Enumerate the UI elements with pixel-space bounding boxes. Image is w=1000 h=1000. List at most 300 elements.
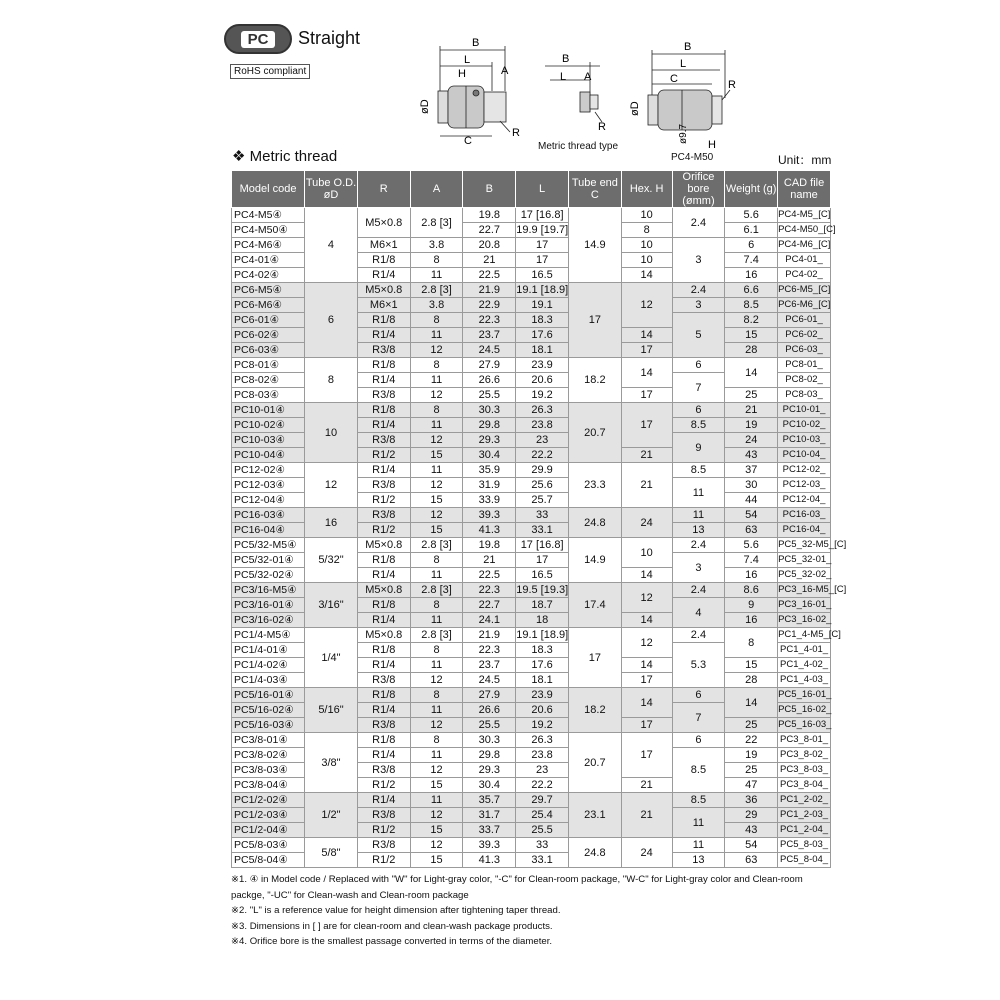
table-cell: PC10-01_ bbox=[778, 403, 831, 418]
table-cell: 8 bbox=[305, 358, 358, 403]
table-cell: PC1/2-04④ bbox=[232, 823, 305, 838]
table-cell: 3/16" bbox=[305, 583, 358, 628]
table-cell: 11 bbox=[410, 268, 463, 283]
table-cell: PC5_16-02_ bbox=[778, 703, 831, 718]
table-cell: 26.3 bbox=[516, 403, 569, 418]
table-cell: 19.5 [19.3] bbox=[516, 584, 569, 596]
table-cell: 3 bbox=[672, 553, 725, 583]
table-cell: 19 bbox=[725, 748, 778, 763]
rohs-badge: RoHS compliant bbox=[230, 64, 310, 79]
table-cell: 15 bbox=[410, 493, 463, 508]
dim-r3-label: R bbox=[728, 79, 736, 91]
table-cell: 12 bbox=[410, 508, 463, 523]
table-cell: PC1/4-M5④ bbox=[232, 628, 305, 643]
table-cell: PC8-02④ bbox=[232, 373, 305, 388]
table-cell: 20.7 bbox=[569, 403, 622, 463]
table-cell: 8.5 bbox=[672, 463, 725, 478]
section-title: ❖ Metric thread bbox=[232, 148, 338, 165]
footnotes bbox=[231, 872, 831, 950]
table-cell: PC4-01④ bbox=[232, 253, 305, 268]
table-cell: 25 bbox=[725, 718, 778, 733]
table-cell: 19.9 [19.7] bbox=[516, 224, 569, 236]
table-row bbox=[232, 838, 831, 853]
table-cell: PC4-01_ bbox=[778, 253, 831, 268]
table-cell: 18.3 bbox=[516, 313, 569, 328]
table-cell: R3/8 bbox=[357, 343, 410, 358]
table-cell: 2.8 [3] bbox=[410, 283, 463, 298]
table-cell: 10 bbox=[305, 403, 358, 463]
table-cell: 29.7 bbox=[516, 793, 569, 808]
table-cell: 16.5 bbox=[516, 268, 569, 283]
table-cell: 11 bbox=[410, 703, 463, 718]
table-cell: 63 bbox=[725, 523, 778, 538]
table-cell: PC5/32-M5④ bbox=[232, 538, 305, 553]
table-cell: 8 bbox=[410, 598, 463, 613]
table-cell: 3/8" bbox=[305, 733, 358, 793]
table-cell: 35.9 bbox=[463, 463, 516, 478]
table-cell: 27.9 bbox=[463, 688, 516, 703]
table-body bbox=[232, 208, 847, 868]
table-cell: 8 bbox=[410, 313, 463, 328]
table-cell: PC3/8-04④ bbox=[232, 778, 305, 793]
table-cell: PC1_2-02_ bbox=[778, 793, 831, 808]
table-row bbox=[232, 688, 831, 703]
table-cell: 17 bbox=[621, 343, 672, 358]
table-cell: 18 bbox=[516, 613, 569, 628]
table-cell: 17 bbox=[569, 628, 622, 688]
dim-a2-label: A bbox=[584, 71, 592, 83]
table-cell: 25.6 bbox=[516, 478, 569, 493]
table-cell: M5×0.8 bbox=[357, 208, 410, 238]
table-cell: M5×0.8 bbox=[357, 628, 410, 643]
table-cell: 15 bbox=[410, 853, 463, 868]
fitting-diagram-metric bbox=[540, 50, 620, 140]
table-cell: PC8-01_ bbox=[778, 358, 831, 373]
table-cell: 7 bbox=[672, 703, 725, 733]
table-cell: 17.6 bbox=[516, 658, 569, 673]
table-cell: R1/8 bbox=[357, 253, 410, 268]
table-cell: PC5_16-03_ bbox=[778, 718, 831, 733]
table-row bbox=[232, 733, 831, 748]
table-cell: PC8-03_ bbox=[778, 388, 831, 403]
table-cell: 12 bbox=[410, 343, 463, 358]
table-cell: 8.2 bbox=[725, 313, 778, 328]
table-cell: 6 bbox=[672, 358, 725, 373]
footnote: ※1. ④ in Model code / Replaced with "W" for Light-gray color, "-C" for Clean-room package, "W-C" for Light-gray color and Clean-room packge, "-UC" for Clean-wash and Clean-room package bbox=[231, 874, 803, 901]
table-cell: PC5/32-01④ bbox=[232, 553, 305, 568]
table-cell: PC1_2-03_ bbox=[778, 808, 831, 823]
table-cell: PC6-M5④ bbox=[232, 283, 305, 298]
table-cell: 8 bbox=[410, 733, 463, 748]
table-cell: 20.6 bbox=[516, 373, 569, 388]
table-cell: 23.3 bbox=[569, 463, 622, 508]
footnote: ※4. Orifice bore is the smallest passage converted in terms of the diameter. bbox=[231, 936, 553, 947]
table-cell: 8 bbox=[621, 223, 672, 238]
table-cell: R1/8 bbox=[357, 358, 410, 373]
table-cell: 28 bbox=[725, 343, 778, 358]
table-cell: R1/8 bbox=[357, 733, 410, 748]
table-cell: 12 bbox=[410, 478, 463, 493]
table-cell: PC12-04_ bbox=[778, 493, 831, 508]
badge-label: PC bbox=[241, 31, 276, 48]
table-cell: PC3/8-02④ bbox=[232, 748, 305, 763]
table-cell: 22.2 bbox=[516, 448, 569, 463]
table-cell: 30.3 bbox=[463, 733, 516, 748]
table-cell: R1/4 bbox=[357, 418, 410, 433]
table-cell: 12 bbox=[621, 283, 672, 328]
table-cell: 3 bbox=[672, 298, 725, 313]
table-cell: 30.4 bbox=[463, 778, 516, 793]
metric-thread-caption: Metric thread type bbox=[538, 141, 619, 152]
table-cell: 8.5 bbox=[672, 748, 725, 793]
table-cell: PC5/16-02④ bbox=[232, 703, 305, 718]
table-cell: PC12-03④ bbox=[232, 478, 305, 493]
table-cell: 14 bbox=[621, 268, 672, 283]
table-cell: PC3_16-M5_[C] bbox=[778, 583, 831, 598]
table-cell: PC3/16-01④ bbox=[232, 598, 305, 613]
table-row bbox=[232, 403, 831, 418]
table-cell: 6.1 bbox=[725, 223, 778, 238]
table-cell: 15 bbox=[410, 823, 463, 838]
table-cell: 19.1 [18.9] bbox=[516, 629, 569, 641]
table-cell: 20.7 bbox=[569, 733, 622, 793]
pc4-m50-caption: PC4-M50 bbox=[671, 152, 714, 163]
table-cell: 13 bbox=[672, 523, 725, 538]
table-cell: 31.7 bbox=[463, 808, 516, 823]
table-cell: 6 bbox=[672, 733, 725, 748]
table-cell: PC1/4-03④ bbox=[232, 673, 305, 688]
dim-h3-label: H bbox=[708, 139, 716, 151]
table-cell: R1/2 bbox=[357, 823, 410, 838]
table-cell: R1/8 bbox=[357, 688, 410, 703]
dim-r-label: R bbox=[512, 127, 520, 139]
table-cell: 22 bbox=[725, 733, 778, 748]
table-cell: 33 bbox=[516, 838, 569, 853]
table-cell: 17 bbox=[516, 553, 569, 568]
table-cell: R3/8 bbox=[357, 673, 410, 688]
dim-h-label: H bbox=[458, 68, 466, 80]
table-cell: PC1/4-02④ bbox=[232, 658, 305, 673]
table-cell: 47 bbox=[725, 778, 778, 793]
table-cell: 33.7 bbox=[463, 823, 516, 838]
table-cell: 22.5 bbox=[463, 268, 516, 283]
table-cell: PC10-02_ bbox=[778, 418, 831, 433]
table-cell: 5 bbox=[672, 313, 725, 358]
table-row bbox=[232, 508, 831, 523]
table-cell: 23.8 bbox=[516, 418, 569, 433]
table-cell: PC6-03④ bbox=[232, 343, 305, 358]
table-cell: 23.9 bbox=[516, 358, 569, 373]
table-cell: R1/4 bbox=[357, 703, 410, 718]
table-cell: 21 bbox=[621, 448, 672, 463]
dim-c-label: C bbox=[464, 135, 472, 147]
table-cell: PC4-M5④ bbox=[232, 208, 305, 223]
table-cell: 12 bbox=[410, 808, 463, 823]
table-cell: 11 bbox=[410, 418, 463, 433]
table-cell: 2.8 [3] bbox=[410, 538, 463, 553]
table-cell: 8 bbox=[410, 403, 463, 418]
table-cell: 12 bbox=[410, 673, 463, 688]
table-cell: PC3_16-02_ bbox=[778, 613, 831, 628]
column-header: Hex. H bbox=[621, 171, 672, 208]
table-cell: 10 bbox=[621, 253, 672, 268]
table-cell: R1/8 bbox=[357, 643, 410, 658]
table-cell: 27.9 bbox=[463, 358, 516, 373]
table-cell: 17 bbox=[621, 388, 672, 403]
dim-d-label: øD bbox=[419, 99, 431, 114]
table-cell: 26.6 bbox=[463, 373, 516, 388]
table-cell: 19.1 [18.9] bbox=[516, 284, 569, 296]
table-cell: PC3_8-03_ bbox=[778, 763, 831, 778]
table-header-row bbox=[232, 171, 831, 208]
table-cell: R1/4 bbox=[357, 328, 410, 343]
dim-l3-label: L bbox=[680, 58, 687, 70]
table-cell: 12 bbox=[410, 838, 463, 853]
dim-d3-label: øD bbox=[629, 101, 641, 116]
table-cell: 21.9 bbox=[463, 283, 516, 298]
table-cell: PC5_32-01_ bbox=[778, 553, 831, 568]
table-cell: 11 bbox=[410, 463, 463, 478]
table-cell: PC12-03_ bbox=[778, 478, 831, 493]
table-cell: 19.8 bbox=[463, 208, 516, 223]
table-cell: 3 bbox=[672, 238, 725, 283]
table-cell: 23.7 bbox=[463, 658, 516, 673]
table-cell: PC10-03_ bbox=[778, 433, 831, 448]
table-cell: PC5_8-03_ bbox=[778, 838, 831, 853]
table-cell: R3/8 bbox=[357, 508, 410, 523]
table-cell: 15 bbox=[410, 448, 463, 463]
dim-r2-label: R bbox=[598, 121, 606, 133]
table-cell: 3.8 bbox=[410, 238, 463, 253]
fitting-diagram-main bbox=[410, 36, 530, 146]
table-cell: 8 bbox=[410, 253, 463, 268]
table-cell: 5/8" bbox=[305, 838, 358, 868]
table-cell: 14 bbox=[621, 688, 672, 718]
table-cell: R3/8 bbox=[357, 478, 410, 493]
table-cell: 29.3 bbox=[463, 433, 516, 448]
table-cell: R1/4 bbox=[357, 568, 410, 583]
table-cell: PC3/8-01④ bbox=[232, 733, 305, 748]
table-cell: PC10-02④ bbox=[232, 418, 305, 433]
table-row bbox=[232, 358, 831, 373]
column-header: Model code bbox=[232, 171, 305, 208]
table-cell: 22.9 bbox=[463, 298, 516, 313]
table-cell: 25.5 bbox=[463, 388, 516, 403]
table-cell: 24.8 bbox=[569, 838, 622, 868]
table-cell: 14.9 bbox=[569, 538, 622, 583]
table-cell: 8 bbox=[410, 553, 463, 568]
table-cell: R1/4 bbox=[357, 268, 410, 283]
table-cell: 33 bbox=[516, 508, 569, 523]
table-cell: 25.5 bbox=[516, 823, 569, 838]
table-cell: 8 bbox=[410, 688, 463, 703]
table-row bbox=[232, 283, 831, 298]
table-cell: PC16-04_ bbox=[778, 523, 831, 538]
table-cell: 12 bbox=[305, 463, 358, 508]
table-cell: 4 bbox=[672, 598, 725, 628]
dim-97-label: ø9.7 bbox=[678, 123, 689, 144]
table-cell: R3/8 bbox=[357, 763, 410, 778]
table-cell: R1/4 bbox=[357, 373, 410, 388]
table-cell: 21 bbox=[463, 253, 516, 268]
table-cell: 20.8 bbox=[463, 238, 516, 253]
table-cell: 11 bbox=[672, 838, 725, 853]
table-cell: 12 bbox=[621, 583, 672, 613]
table-cell: 33.9 bbox=[463, 493, 516, 508]
table-cell: 7 bbox=[672, 373, 725, 403]
column-header: Weight (g) bbox=[725, 171, 778, 208]
table-cell: PC5/8-04④ bbox=[232, 853, 305, 868]
pc-badge bbox=[224, 24, 292, 54]
table-cell: R1/4 bbox=[357, 748, 410, 763]
table-cell: 23.9 bbox=[516, 688, 569, 703]
table-cell: PC3/16-02④ bbox=[232, 613, 305, 628]
table-cell: 30.3 bbox=[463, 403, 516, 418]
table-cell: 23.8 bbox=[516, 748, 569, 763]
table-cell: 16 bbox=[725, 268, 778, 283]
table-cell: 63 bbox=[725, 853, 778, 868]
table-cell: PC6-02_ bbox=[778, 328, 831, 343]
table-cell: 24 bbox=[621, 508, 672, 538]
table-cell: PC1_2-04_ bbox=[778, 823, 831, 838]
table-cell: PC1_4-01_ bbox=[778, 643, 831, 658]
table-cell: PC1_4-02_ bbox=[778, 658, 831, 673]
table-cell: 25.7 bbox=[516, 493, 569, 508]
column-header: B bbox=[463, 171, 516, 208]
table-cell: PC6-01④ bbox=[232, 313, 305, 328]
table-cell: PC3_8-02_ bbox=[778, 748, 831, 763]
table-cell: R1/8 bbox=[357, 313, 410, 328]
table-cell: 21 bbox=[463, 553, 516, 568]
table-cell: 2.4 bbox=[672, 628, 725, 643]
table-cell: PC3_8-01_ bbox=[778, 733, 831, 748]
table-cell: 21 bbox=[621, 793, 672, 838]
table-cell: 11 bbox=[672, 508, 725, 523]
table-cell: 2.4 bbox=[672, 583, 725, 598]
dim-b-label: B bbox=[472, 37, 480, 49]
table-cell: PC8-02_ bbox=[778, 373, 831, 388]
table-cell: 13 bbox=[672, 853, 725, 868]
table-cell: 26.3 bbox=[516, 733, 569, 748]
table-row bbox=[232, 583, 831, 598]
table-cell: 8 bbox=[725, 628, 778, 658]
table-cell: 17 bbox=[621, 403, 672, 448]
table-cell: 15 bbox=[725, 328, 778, 343]
table-cell: 41.3 bbox=[463, 853, 516, 868]
footnote: ※3. Dimensions in [ ] are for clean-room and clean-wash package products. bbox=[231, 920, 553, 932]
table-cell: 19.2 bbox=[516, 388, 569, 403]
table-cell: 12 bbox=[410, 433, 463, 448]
table-cell: 21 bbox=[621, 778, 672, 793]
table-cell: 19 bbox=[725, 418, 778, 433]
table-cell: 6 bbox=[725, 238, 778, 253]
table-cell: PC4-M50④ bbox=[232, 223, 305, 238]
table-cell: 16 bbox=[725, 568, 778, 583]
table-cell: 12 bbox=[410, 388, 463, 403]
table-cell: 14 bbox=[725, 688, 778, 718]
table-cell: 30.4 bbox=[463, 448, 516, 463]
table-cell: PC3/16-M5④ bbox=[232, 583, 305, 598]
table-cell: PC5/32-02④ bbox=[232, 568, 305, 583]
table-cell: 2.4 bbox=[672, 283, 725, 298]
table-cell: 8.5 bbox=[725, 298, 778, 313]
table-cell: PC12-02④ bbox=[232, 463, 305, 478]
table-cell: 16 bbox=[725, 613, 778, 628]
table-cell: PC8-01④ bbox=[232, 358, 305, 373]
table-cell: R1/4 bbox=[357, 793, 410, 808]
table-cell: 12 bbox=[410, 763, 463, 778]
page-title: Straight bbox=[298, 28, 361, 48]
table-cell: R3/8 bbox=[357, 718, 410, 733]
table-cell: PC16-03④ bbox=[232, 508, 305, 523]
column-header: Orifice bore (ømm) bbox=[672, 171, 725, 208]
table-cell: M6×1 bbox=[357, 298, 410, 313]
table-cell: 33.1 bbox=[516, 523, 569, 538]
table-cell: PC5_32-M5_[C] bbox=[778, 538, 831, 553]
table-cell: PC4-M5_[C] bbox=[778, 208, 831, 223]
table-cell: 14 bbox=[621, 328, 672, 343]
column-header: Tube O.D. øD bbox=[305, 171, 358, 208]
table-cell: 16 bbox=[305, 508, 358, 538]
column-header: Tube end C bbox=[569, 171, 622, 208]
table-cell: 18.3 bbox=[516, 643, 569, 658]
table-cell: 31.9 bbox=[463, 478, 516, 493]
table-cell: R3/8 bbox=[357, 838, 410, 853]
dim-b3-label: B bbox=[684, 41, 692, 53]
table-row bbox=[232, 538, 831, 553]
table-cell: 7.4 bbox=[725, 553, 778, 568]
table-cell: 8.5 bbox=[672, 418, 725, 433]
table-cell: PC3/8-03④ bbox=[232, 763, 305, 778]
table-cell: 17 bbox=[621, 733, 672, 778]
table-cell: 29.8 bbox=[463, 418, 516, 433]
table-cell: 1/4" bbox=[305, 628, 358, 688]
table-row bbox=[232, 628, 831, 643]
table-cell: PC3_8-04_ bbox=[778, 778, 831, 793]
table-cell: 23.1 bbox=[569, 793, 622, 838]
table-cell: 3.8 bbox=[410, 298, 463, 313]
table-cell: 21 bbox=[725, 403, 778, 418]
table-cell: PC12-02_ bbox=[778, 463, 831, 478]
table-cell: 10 bbox=[621, 538, 672, 568]
table-cell: PC6-02④ bbox=[232, 328, 305, 343]
table-cell: PC6-03_ bbox=[778, 343, 831, 358]
table-cell: PC5/16-03④ bbox=[232, 718, 305, 733]
table-cell: 22.7 bbox=[463, 598, 516, 613]
table-cell: 1/2" bbox=[305, 793, 358, 838]
table-cell: R1/2 bbox=[357, 853, 410, 868]
table-cell: 23 bbox=[516, 763, 569, 778]
table-cell: 22.7 bbox=[463, 223, 516, 238]
table-cell: PC4-02_ bbox=[778, 268, 831, 283]
table-cell: 28 bbox=[725, 673, 778, 688]
table-cell: 8 bbox=[410, 358, 463, 373]
table-cell: 8 bbox=[410, 643, 463, 658]
table-cell: 6.6 bbox=[725, 283, 778, 298]
table-cell: 26.6 bbox=[463, 703, 516, 718]
table-cell: 17.4 bbox=[569, 583, 622, 628]
table-cell: 24 bbox=[621, 838, 672, 868]
table-cell: R3/8 bbox=[357, 808, 410, 823]
table-cell: 22.2 bbox=[516, 778, 569, 793]
table-cell: 8.5 bbox=[672, 793, 725, 808]
table-cell: 2.8 [3] bbox=[410, 208, 463, 238]
table-row bbox=[232, 793, 831, 808]
table-cell: 54 bbox=[725, 508, 778, 523]
table-cell: 24.5 bbox=[463, 673, 516, 688]
table-cell: R1/8 bbox=[357, 403, 410, 418]
table-cell: 8.6 bbox=[725, 583, 778, 598]
